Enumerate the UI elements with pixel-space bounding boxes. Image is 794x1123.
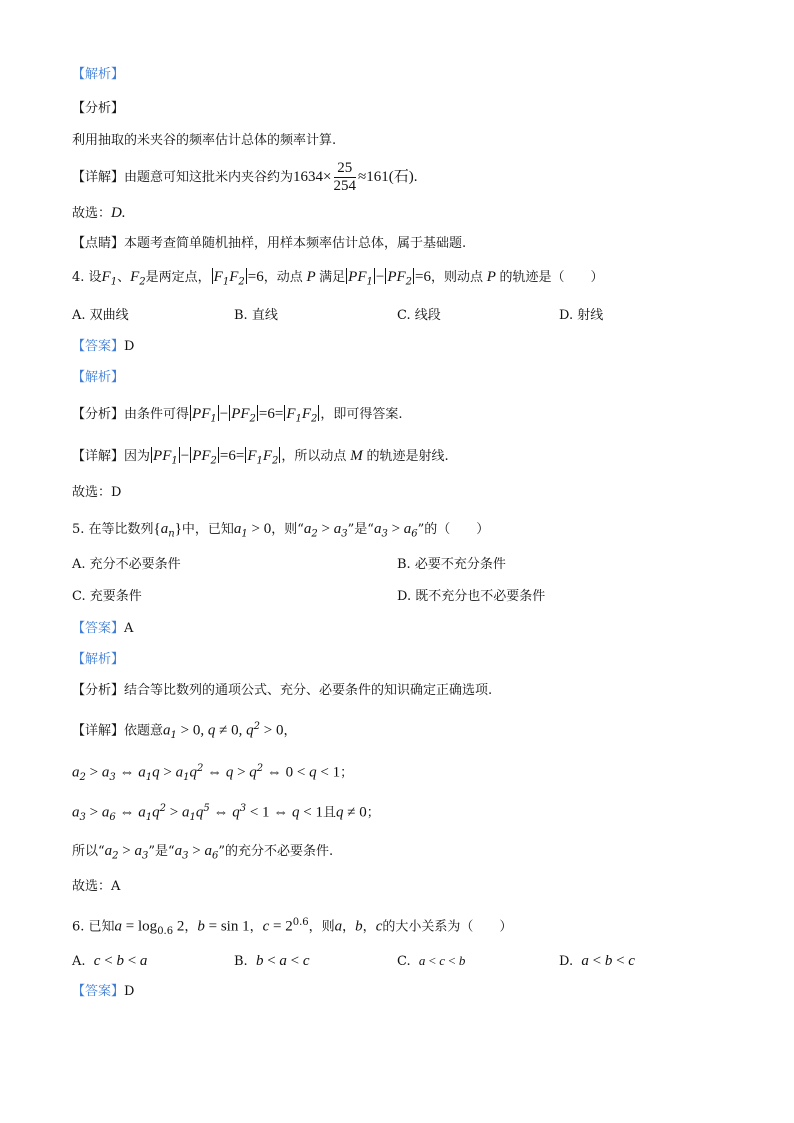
q5-option-c: C. 充要条件	[72, 589, 142, 604]
q6-option-a: A. c < b < a	[72, 953, 148, 969]
q5-conclusion: 所以“$a_2 > a_3$”是“$a_3 > a_6$”的充分不必要条件.	[72, 843, 334, 862]
q4-analysis-label: 【解析】	[72, 370, 125, 385]
q5-line2: $a_3 > a_6$ ⇔ $a_1q^2 > a_1q^5$ ⇔ $q^3 < 1$ ⇔ q < 1且q ≠ 0；	[72, 803, 380, 823]
q5-detail: 【详解】依题意$a_1 > 0$, q ≠ 0, $q^2 > 0$，	[72, 721, 297, 741]
q5-answer: 【答案】A	[72, 621, 134, 636]
q4-choice: 故选：D	[72, 485, 122, 500]
q5-option-b: B. 必要不充分条件	[397, 557, 506, 572]
q4-answer: 【答案】D	[72, 339, 135, 354]
q4-detail: 【详解】因为 $PF_1 - PF_2 =6= F_1F_2$ ，所以动点 M 的轨迹是射线.	[72, 448, 449, 467]
analysis-label: 【解析】	[72, 67, 125, 82]
q5-choice: 故选：A	[72, 879, 121, 894]
q3-comment: 【点睛】本题考查简单随机抽样，用样本频率估计总体，属于基础题.	[72, 236, 467, 251]
q3-detail: 【详解】由题意可知这批米内夹谷约为1634× $\frac{25}{254}$ ≈161(石).	[72, 160, 418, 194]
q6-option-b: B. b < a < c	[234, 953, 310, 969]
q5-option-d: D. 既不充分也不必要条件	[397, 589, 546, 604]
q4-option-a: A. 双曲线	[72, 308, 129, 323]
q3-analysis: 利用抽取的米夹谷的频率估计总体的频率计算.	[72, 133, 337, 148]
q6-option-c: C. a < c < b	[397, 953, 466, 969]
q5-option-a: A. 充分不必要条件	[72, 557, 181, 572]
q6-answer: 【答案】D	[72, 984, 135, 999]
q4-option-b: B. 直线	[234, 308, 278, 323]
q6-option-d: D. a < b < c	[559, 953, 635, 969]
q5-stem: 5. 在等比数列$\{a_n\}$中，已知$a_1 > 0$，则“$a_2 > a_3$”是“$a_3 > a_6$”的（ ）	[72, 521, 490, 540]
q5-line1: $a_2 > a_3$ ⇔ $a_1q > a_1q^2$ ⇔ $q > q^2$ ⇔ 0 < q < 1；	[72, 763, 354, 783]
q4-analysis: 【分析】由条件可得 $PF_1 - PF_2 =6= F_1F_2$ ，即可得答案.	[72, 406, 403, 425]
q5-analysis-label: 【解析】	[72, 652, 125, 667]
q3-choice: 故选：D.	[72, 205, 126, 221]
fenxi-line	[72, 100, 124, 118]
q5-analysis: 【分析】结合等比数列的通项公式、充分、必要条件的知识确定正确选项.	[72, 683, 493, 698]
fenxi-label: 【分析】	[72, 101, 125, 116]
q4-stem: 4. 设$F_1$、$F_2$是两定点， $F_1F_2 =6$，动点 P 满足 $PF_1 - PF_2 =6$，则动点 P 的轨迹是（ ）	[72, 269, 604, 288]
q4-option-c: C. 线段	[397, 308, 441, 323]
q4-option-d: D. 射线	[559, 308, 604, 323]
q3-fraction: $\frac{25}{254}$	[333, 160, 356, 194]
q6-stem: 6. 已知$a = \log_{0.6} 2$，b = sin 1，$c = 2^{0.6}$，则a，b，c的大小关系为（ ）	[72, 917, 513, 937]
